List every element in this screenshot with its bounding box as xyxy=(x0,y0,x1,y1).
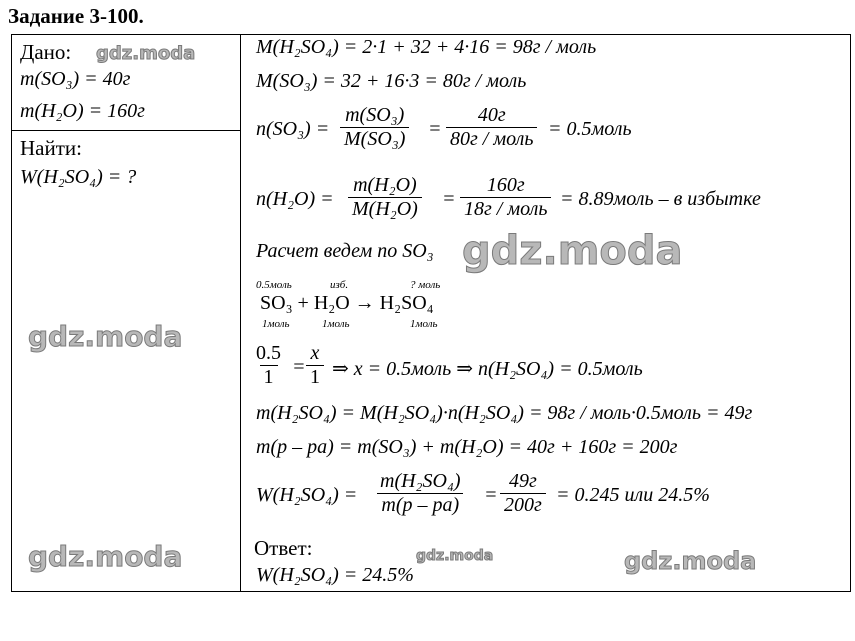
prop-f1-den: 1 xyxy=(260,365,278,389)
watermark: gdz.moda xyxy=(462,228,683,274)
watermark: gdz.moda xyxy=(28,320,183,353)
find-w-h2so4: W(H₂SO₄) = ? xyxy=(20,166,137,188)
n-so3-fraction-1 xyxy=(340,104,409,151)
task-title: Задание 3-100. xyxy=(8,4,144,28)
w-h2so4-lhs: W(H₂SO₄) = xyxy=(256,484,358,506)
n-h2o-f2-den: 18г / моль xyxy=(460,197,551,221)
reaction-above-h2o: изб. xyxy=(330,279,349,291)
w-rhs: = 0.245 или 24.5% xyxy=(556,484,710,506)
molar-mass-h2so4: M(H₂SO₄) = 2·1 + 32 + 4·16 = 98г / моль xyxy=(256,36,597,58)
n-h2o-rhs: = 8.89моль – в избытке xyxy=(560,188,761,210)
answer-header: Ответ: xyxy=(254,536,313,560)
mass-solution: m(р – ра) = m(SO₃) + m(H₂O) = 40г + 160г = 200г xyxy=(256,436,678,458)
find-header: Найти: xyxy=(20,136,82,160)
watermark: gdz.moda xyxy=(416,548,494,564)
watermark: gdz.moda xyxy=(96,43,196,64)
given-find-divider xyxy=(11,130,240,131)
n-so3-f2-num: 40г xyxy=(477,104,506,126)
reaction-above-so3: 0.5моль xyxy=(256,279,292,291)
reaction-equation: SO₃ + H₂O → H₂SO₄ xyxy=(260,292,434,314)
given-mass-h2o: m(H₂O) = 160г xyxy=(20,100,145,122)
proportion-fraction-1 xyxy=(252,342,285,389)
n-so3-f1-den: M(SO₃) xyxy=(340,127,409,151)
watermark: gdz.moda xyxy=(28,540,183,573)
w-eq: = xyxy=(484,484,498,506)
n-so3-eq: = xyxy=(428,118,442,140)
n-h2o-eq: = xyxy=(442,188,456,210)
w-f1-den: m(р – ра) xyxy=(377,493,463,517)
given-mass-so3: m(SO₃) = 40г xyxy=(20,68,131,90)
n-h2o-f1-den: M(H₂O) xyxy=(348,197,422,221)
n-h2o-f1-num: m(H₂O) xyxy=(353,174,417,196)
given-header: Дано: xyxy=(20,40,72,64)
n-h2o-fraction-2 xyxy=(460,174,551,221)
reaction-below-so3: 1моль xyxy=(262,318,290,330)
proportion-fraction-2 xyxy=(306,342,324,389)
prop-f2-num: x xyxy=(310,342,320,364)
prop-f1-num: 0.5 xyxy=(256,342,281,364)
prop-eq: = xyxy=(292,356,306,378)
w-fraction-1 xyxy=(376,470,465,517)
n-so3-f2-den: 80г / моль xyxy=(446,127,537,151)
prop-rhs: ⇒ x = 0.5моль ⇒ n(H₂SO₄) = 0.5моль xyxy=(332,358,643,380)
n-h2o-fraction-1 xyxy=(348,174,422,221)
prop-f2-den: 1 xyxy=(306,365,324,389)
w-f2-den: 200г xyxy=(500,493,546,517)
reaction-below-h2o: 1моль xyxy=(322,318,350,330)
column-divider xyxy=(240,34,241,592)
mass-h2so4: m(H₂SO₄) = M(H₂SO₄)·n(H₂SO₄) = 98г / моль·0.5моль = 49г xyxy=(256,402,753,424)
reaction-below-h2so4: 1моль xyxy=(410,318,438,330)
w-f2-num: 49г xyxy=(509,470,537,492)
n-so3-f1-num: m(SO₃) xyxy=(345,104,405,126)
molar-mass-so3: M(SO₃) = 32 + 16·3 = 80г / моль xyxy=(256,70,527,92)
n-so3-rhs: = 0.5моль xyxy=(548,118,632,140)
n-so3-lhs: n(SO₃) = xyxy=(256,118,330,140)
calc-basis: Расчет ведем по SO₃ xyxy=(256,240,434,262)
watermark: gdz.moda xyxy=(624,547,757,575)
w-fraction-2 xyxy=(500,470,546,517)
n-h2o-lhs: n(H₂O) = xyxy=(256,188,334,210)
w-f1-num: m(H₂SO₄) xyxy=(380,470,461,492)
n-so3-fraction-2 xyxy=(446,104,537,151)
reaction-above-h2so4: ? моль xyxy=(410,279,441,291)
n-h2o-f2-num: 160г xyxy=(486,174,525,196)
answer-value: W(H₂SO₄) = 24.5% xyxy=(256,564,414,586)
